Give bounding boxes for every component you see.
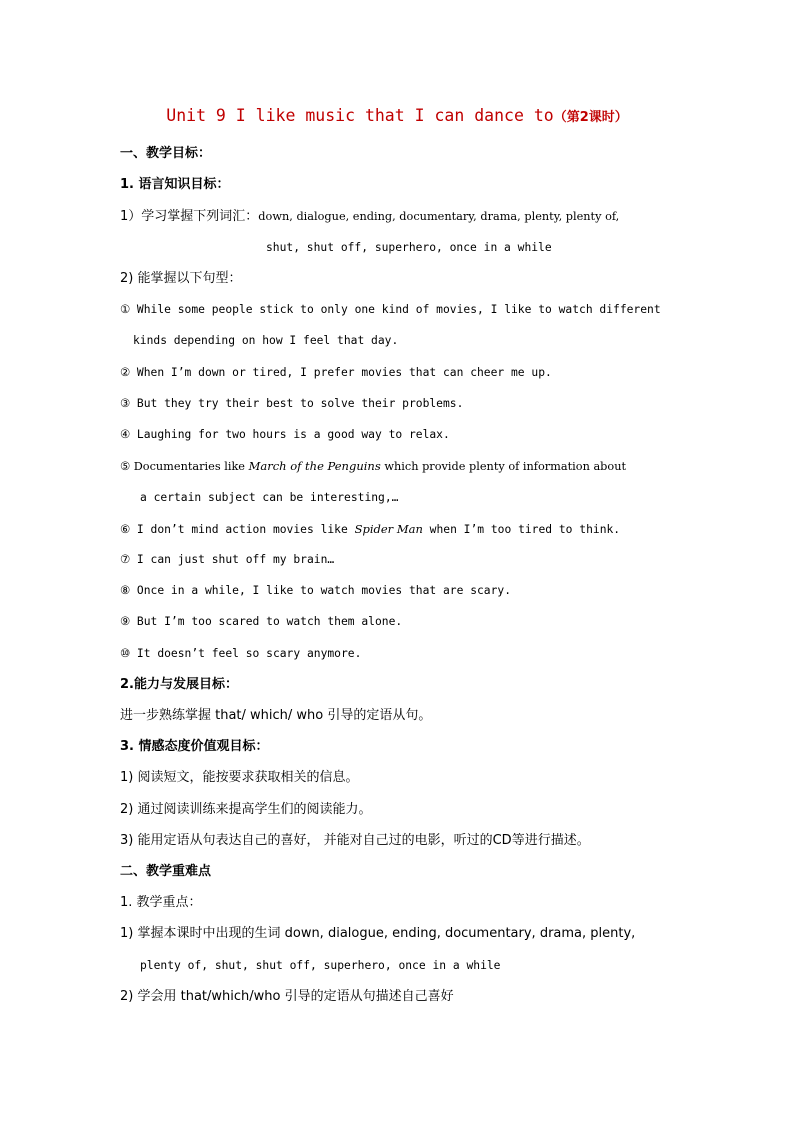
pattern-5b: a certain subject can be interesting,… <box>140 491 399 504</box>
ability-text: 进一步熟练掌握 that/ which/ who 引导的定语从句。 <box>120 708 432 723</box>
pattern-6 <box>120 521 620 538</box>
patterns-label: 2) 能掌握以下句型： <box>120 271 242 286</box>
emotion-goal-2: 2) 通过阅读训练来提高学生们的阅读能力。 <box>120 802 372 817</box>
emotion-goal-1: 1) 阅读短文，能按要求获取相关的信息。 <box>120 770 359 785</box>
key-point-1b: plenty of, shut, shut off, superhero, once in a while <box>140 959 501 972</box>
pattern-5-post: which provide plenty of information about <box>380 460 627 473</box>
pattern-6-post: when I’m too tired to think. <box>422 523 621 536</box>
heading-teaching-goals: 一、教学目标： <box>120 146 212 161</box>
vocab-words-2: shut, shut off, superhero, once in a while <box>266 241 552 254</box>
key-points-label: 1. 教学重点： <box>120 895 202 910</box>
emotion-goal-3: 3) 能用定语从句表达自己的喜好， 并能对自己过的电影，听过的CD等进行描述。 <box>120 833 590 848</box>
pattern-3: ③ But they try their best to solve their problems. <box>120 397 464 410</box>
heading-key-difficult-points: 二、教学重难点 <box>120 864 212 879</box>
pattern-5-pre: ⑤ Documentaries like <box>120 460 249 473</box>
pattern-2: ② When I’m down or tired, I prefer movies that can cheer me up. <box>120 366 552 379</box>
vocab-label: 1）学习掌握下列词汇： <box>120 209 259 224</box>
page-title <box>0 106 794 125</box>
heading-ability-goals: 2.能力与发展目标： <box>120 677 238 692</box>
title-english: Unit 9 I like music that I can dance to <box>166 106 554 125</box>
heading-language-goals: 1. 语言知识目标： <box>120 177 230 192</box>
pattern-7: ⑦ I can just shut off my brain… <box>120 553 335 566</box>
pattern-6-pre: ⑥ I don’t mind action movies like <box>120 523 355 536</box>
pattern-1a: ① While some people stick to only one kind of movies, I like to watch different <box>120 303 661 316</box>
heading-emotion-goals: 3. 情感态度价值观目标： <box>120 739 269 754</box>
pattern-4: ④ Laughing for two hours is a good way to relax. <box>120 428 450 441</box>
pattern-10: ⑩ It doesn’t feel so scary anymore. <box>120 647 362 660</box>
pattern-9: ⑨ But I’m too scared to watch them alone. <box>120 615 403 628</box>
pattern-8: ⑧ Once in a while, I like to watch movies that are scary. <box>120 584 512 597</box>
key-point-2: 2) 学会用 that/which/who 引导的定语从句描述自己喜好 <box>120 989 454 1004</box>
pattern-6-title: Spider Man <box>354 522 423 536</box>
title-lesson: （第2课时） <box>553 110 628 125</box>
key-point-1a: 1) 掌握本课时中出现的生词 down, dialogue, ending, documentary, drama, plenty, <box>120 926 636 941</box>
vocab-line-1 <box>120 208 619 225</box>
vocab-words-1: down, dialogue, ending, documentary, drama, plenty, plenty of, <box>258 210 620 223</box>
pattern-5a <box>120 458 626 475</box>
pattern-1b: kinds depending on how I feel that day. <box>133 334 399 347</box>
pattern-5-title: March of the Penguins <box>248 459 381 473</box>
